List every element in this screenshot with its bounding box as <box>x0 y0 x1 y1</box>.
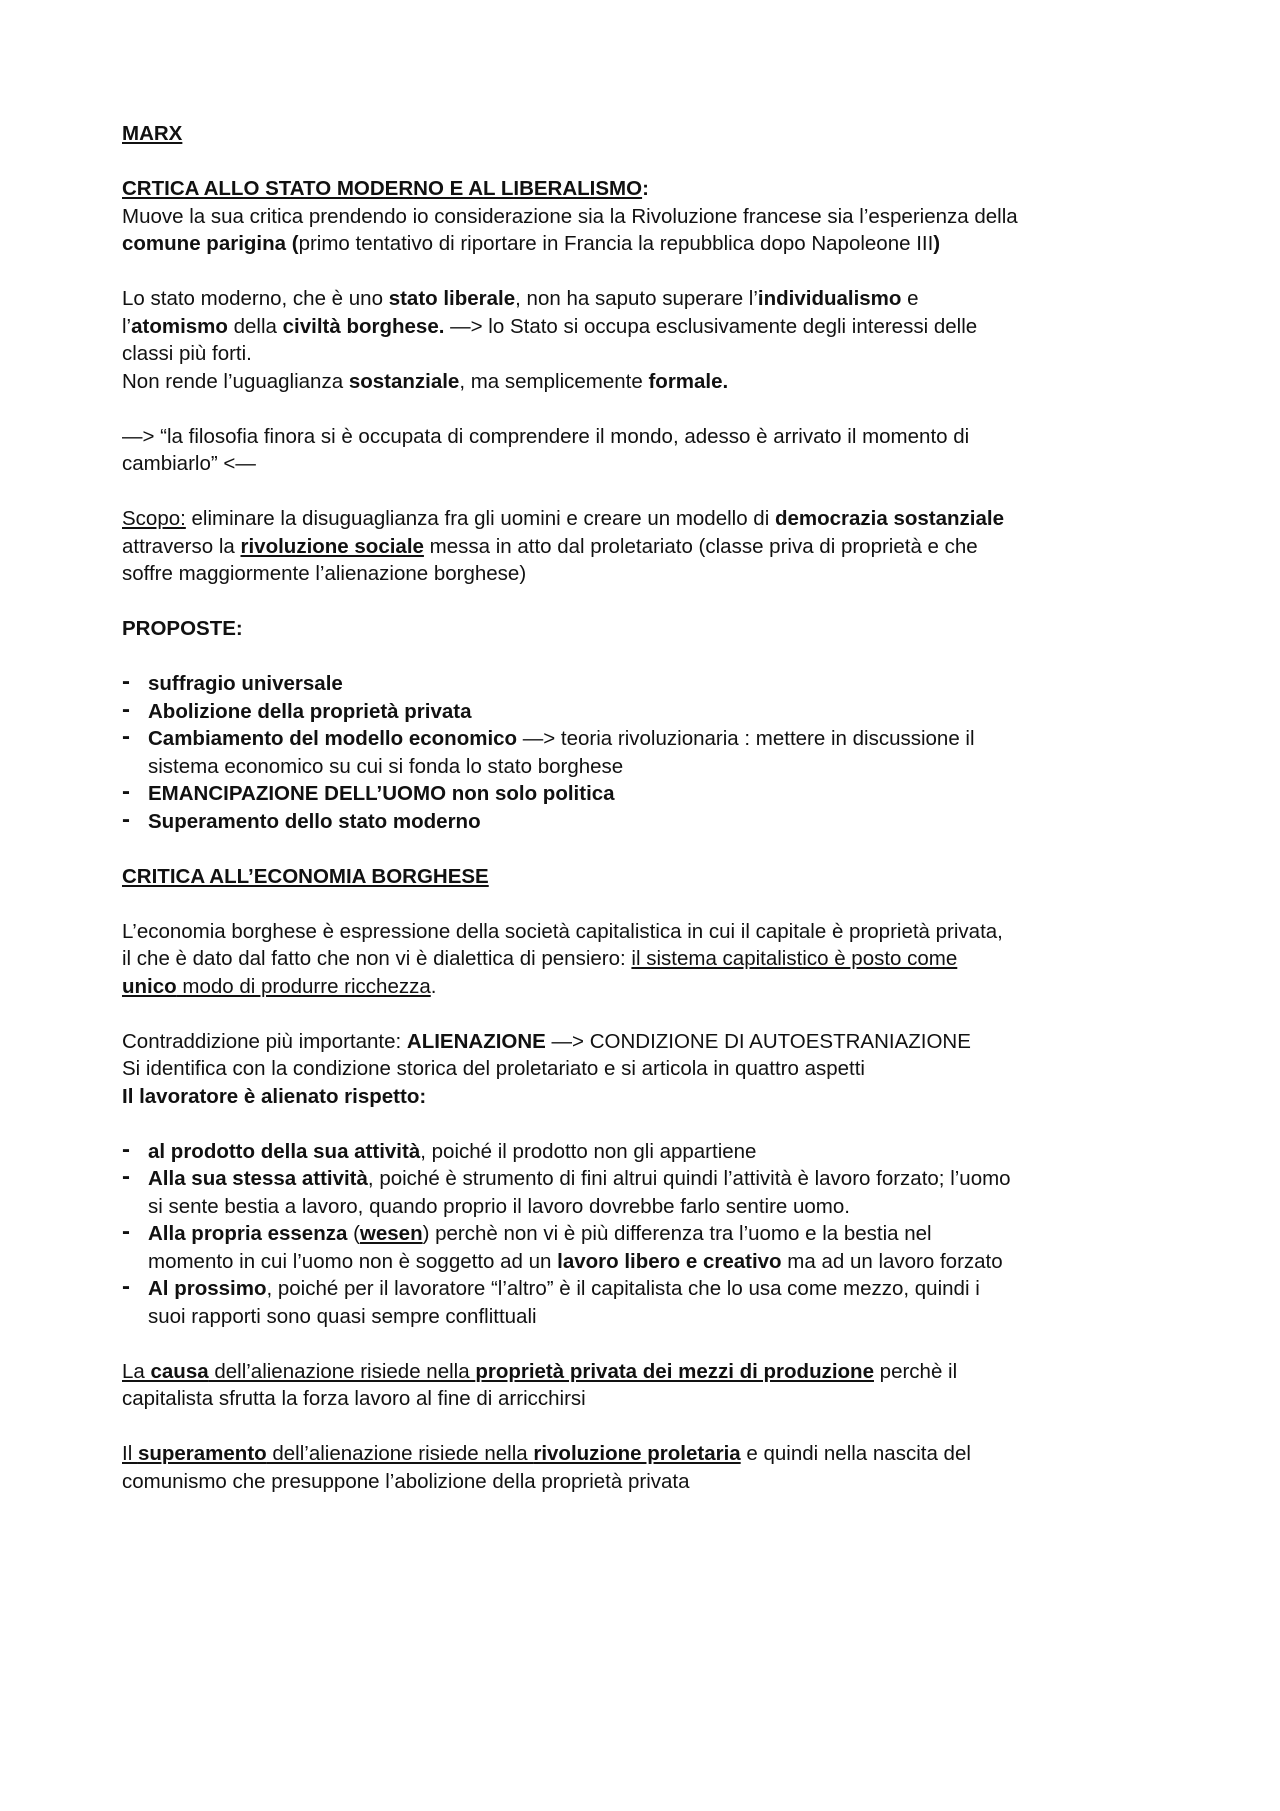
dash-bullet-icon: - <box>122 668 130 695</box>
dash-bullet-icon: - <box>122 1163 130 1190</box>
scopo-line: Scopo: eliminare la disuguaglianza fra gli uomini e creare un modello di democrazia sostanziale <box>122 507 1004 530</box>
paragraph-line: il che è dato dal fatto che non vi è dialettica di pensiero: il sistema capitalistico è posto come <box>122 947 958 970</box>
paragraph-line: l’atomismo della civiltà borghese. —> lo Stato si occupa esclusivamente degli interessi delle <box>122 314 978 338</box>
proposte-heading: PROPOSTE: <box>122 617 243 640</box>
section-heading-economia: CRITICA ALL’ECONOMIA BORGHESE <box>122 864 489 888</box>
list-item: - Abolizione della proprietà privata <box>122 695 472 723</box>
list-item: - suffragio universale <box>122 668 343 695</box>
list-item: - Superamento dello stato moderno <box>122 805 481 833</box>
paragraph-line: La causa dell’alienazione risiede nella proprietà privata dei mezzi di produzione perchè il <box>122 1359 958 1383</box>
list-item: - Alla sua stessa attività, poiché è strumento di fini altrui quindi l’attività è lavoro forzato; l’uomo <box>122 1163 1011 1190</box>
dash-bullet-icon: - <box>122 805 130 833</box>
list-item: - al prodotto della sua attività, poiché il prodotto non gli appartiene <box>122 1135 757 1163</box>
quote-line: —> “la filosofia finora si è occupata di comprendere il mondo, adesso è arrivato il momento di <box>122 424 970 448</box>
scopo-line: soffre maggiormente l’alienazione borghese) <box>122 562 527 585</box>
list-item: - Al prossimo, poiché per il lavoratore “l’altro” è il capitalista che lo usa come mezzo, quindi i <box>122 1273 980 1300</box>
document-page <box>122 120 1182 1495</box>
dash-bullet-icon: - <box>122 1218 130 1245</box>
dash-bullet-icon: - <box>122 695 130 723</box>
paragraph-line: Lo stato moderno, che è uno stato liberale, non ha saputo superare l’individualismo e <box>122 287 919 310</box>
list-item: - EMANCIPAZIONE DELL’UOMO non solo politica <box>122 778 615 805</box>
paragraph-line: Muove la sua critica prendendo io considerazione sia la Rivoluzione francese sia l’esperienza della <box>122 204 1018 228</box>
list-item-continuation: suoi rapporti sono quasi sempre conflittuali <box>148 1304 537 1328</box>
paragraph-line: Si identifica con la condizione storica del proletariato e si articola in quattro aspetti <box>122 1057 865 1080</box>
section-heading-stato-moderno: CRTICA ALLO STATO MODERNO E AL LIBERALISMO: <box>122 177 649 200</box>
dash-bullet-icon: - <box>122 1273 130 1300</box>
paragraph-line: Il superamento dell’alienazione risiede nella rivoluzione proletaria e quindi nella nascita del <box>122 1442 971 1465</box>
list-item: - Cambiamento del modello economico —> teoria rivoluzionaria : mettere in discussione il <box>122 723 975 750</box>
list-item-continuation: momento in cui l’uomo non è soggetto ad un lavoro libero e creativo ma ad un lavoro forzato <box>148 1249 1003 1273</box>
list-item: - Alla propria essenza (wesen) perchè non vi è più differenza tra l’uomo e la bestia nel <box>122 1218 932 1245</box>
dash-bullet-icon: - <box>122 1135 130 1163</box>
paragraph-line: Contraddizione più importante: ALIENAZIONE —> CONDIZIONE DI AUTOESTRANIAZIONE <box>122 1029 971 1053</box>
list-item-continuation: si sente bestia a lavoro, quando proprio il lavoro dovrebbe farlo sentire uomo. <box>148 1194 850 1218</box>
paragraph-line: comune parigina (primo tentativo di riportare in Francia la repubblica dopo Napoleone III) <box>122 232 941 255</box>
list-item-continuation: sistema economico su cui si fonda lo stato borghese <box>148 754 624 778</box>
paragraph-line: classi più forti. <box>122 342 252 365</box>
page-title: MARX <box>122 122 183 145</box>
paragraph-line: Il lavoratore è alienato rispetto: <box>122 1084 427 1108</box>
paragraph-line: capitalista sfrutta la forza lavoro al fine di arricchirsi <box>122 1387 586 1410</box>
paragraph-line: Non rende l’uguaglianza sostanziale, ma semplicemente formale. <box>122 369 729 393</box>
dash-bullet-icon: - <box>122 778 130 805</box>
quote-line: cambiarlo” <— <box>122 452 256 475</box>
scopo-line: attraverso la rivoluzione sociale messa in atto dal proletariato (classe priva di proprietà e che <box>122 534 978 558</box>
paragraph-line: comunismo che presuppone l’abolizione della proprietà privata <box>122 1469 690 1493</box>
paragraph-line: L’economia borghese è espressione della società capitalistica in cui il capitale è proprietà privata, <box>122 919 1003 943</box>
paragraph-line: unico modo di produrre ricchezza. <box>122 974 437 998</box>
dash-bullet-icon: - <box>122 723 130 750</box>
